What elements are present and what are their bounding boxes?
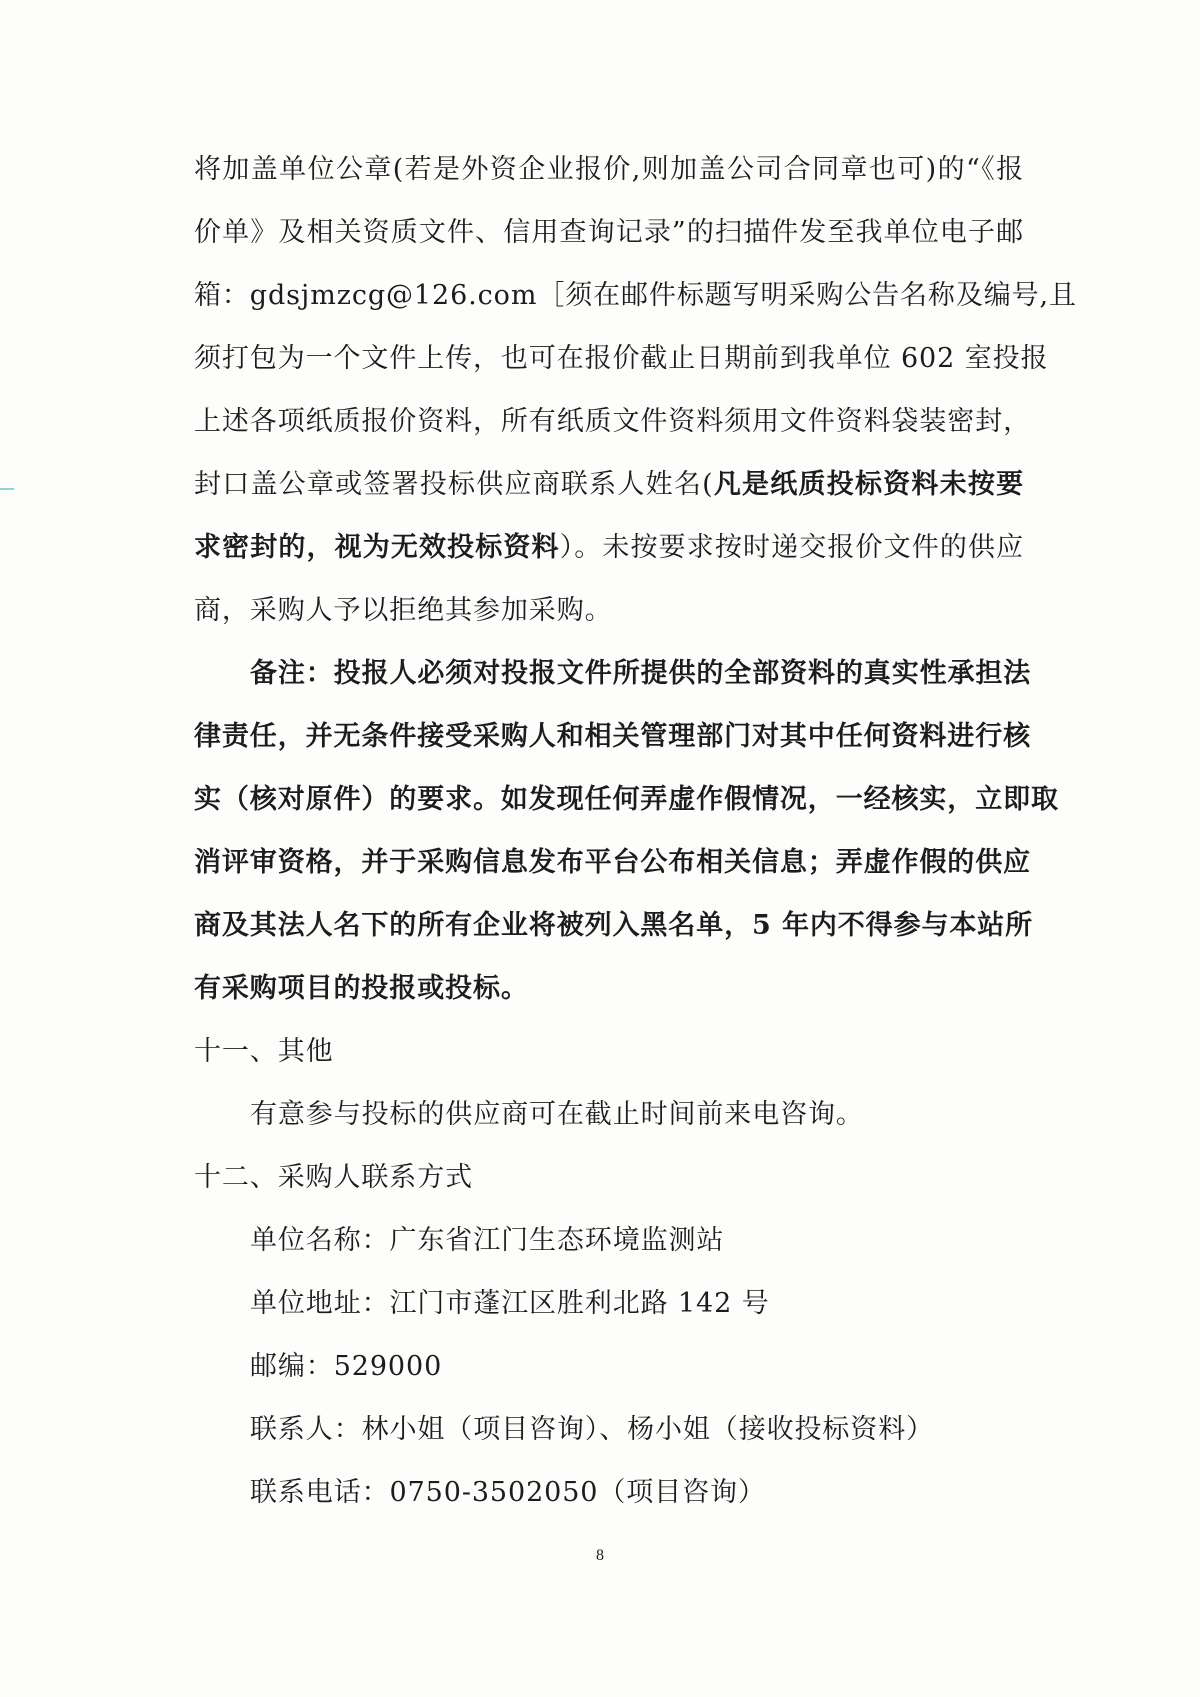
paragraph-line: 上述各项纸质报价资料，所有纸质文件资料须用文件资料袋装密封， [194, 406, 1031, 437]
contact-postcode: 邮编：529000 [250, 1351, 443, 1382]
contact-unit-address: 单位地址：江门市蓬江区胜利北路 142 号 [250, 1288, 770, 1319]
paragraph-line: 将加盖单位公章(若是外资企业报价,则加盖公司合同章也可)的“《报 [194, 154, 1024, 185]
paragraph-line [194, 453, 1024, 516]
note-line: 商及其法人名下的所有企业将被列入黑名单，5 年内不得参与本站所 [194, 910, 1034, 941]
paragraph-text: 封口盖公章或签署投标供应商联系人姓名( [194, 469, 714, 500]
contact-person: 联系人：林小姐（项目咨询）、杨小姐（接收投标资料） [250, 1414, 934, 1445]
note-line: 实（核对原件）的要求。如发现任何弄虚作假情况，一经核实，立即取 [194, 784, 1059, 815]
page-number: 8 [596, 1547, 604, 1564]
contact-phone: 联系电话：0750-3502050（项目咨询） [250, 1477, 766, 1508]
paragraph-line: 箱：gdsjmzcg@126.com［须在邮件标题写明采购公告名称及编号,且 [194, 280, 1077, 311]
paragraph-line: 须打包为一个文件上传，也可在报价截止日期前到我单位 602 室投报 [194, 343, 1049, 374]
section-body-other: 有意参与投标的供应商可在截止时间前来电咨询。 [250, 1099, 864, 1130]
paragraph-text: ）。未按要求按时递交报价文件的供应 [559, 532, 1024, 563]
note-line: 律责任，并无条件接受采购人和相关管理部门对其中任何资料进行核 [194, 721, 1031, 752]
paragraph-line: 价单》及相关资质文件、信用查询记录”的扫描件发至我单位电子邮 [194, 217, 1024, 248]
note-line: 有采购项目的投报或投标。 [194, 973, 529, 1004]
document-body [194, 138, 1077, 1524]
note-line: 消评审资格，并于采购信息发布平台公布相关信息；弄虚作假的供应 [194, 847, 1031, 878]
paragraph-line [194, 516, 1024, 579]
note-line: 备注：投报人必须对投报文件所提供的全部资料的真实性承担法 [250, 658, 1032, 689]
paragraph-bold-text: 凡是纸质投标资料未按要 [713, 469, 1024, 500]
scan-edge-mark [0, 488, 14, 490]
section-heading-other: 十一、其他 [194, 1036, 334, 1067]
paragraph-bold-text: 求密封的，视为无效投标资料 [194, 532, 560, 563]
contact-unit-name: 单位名称：广东省江门生态环境监测站 [250, 1225, 725, 1256]
paragraph-line: 商，采购人予以拒绝其参加采购。 [194, 595, 613, 626]
section-heading-contact: 十二、采购人联系方式 [194, 1162, 473, 1193]
